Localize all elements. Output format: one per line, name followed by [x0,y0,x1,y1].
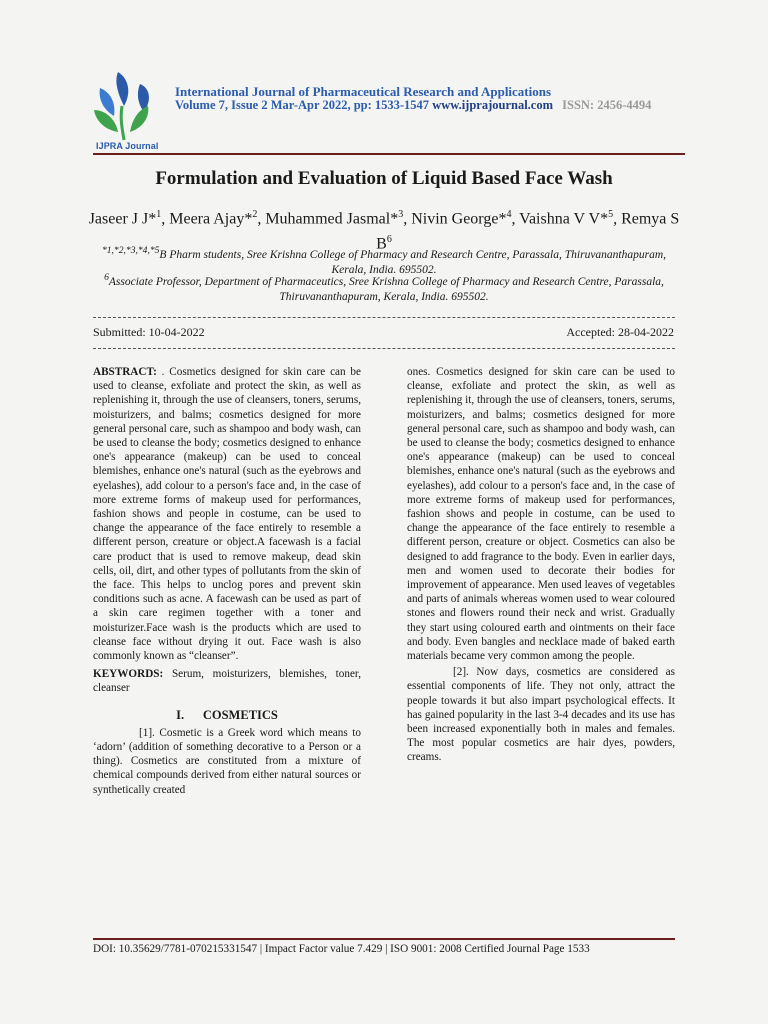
dashed-divider-top [93,317,675,318]
abstract-text: . Cosmetics designed for skin care can be used to cleanse, exfoliate and protect the skin, as well as replenishing it, through the use of cleansers, toners, serums, moisturizers, and balms; cosmetics designed for more general personal care, such as shampoo and body wash, can be used to cleanse the body; cosmetics designed to enhance one's appearance (makeup) can be used to conceal blemishes, enhance one's natural (such as the eyebrows and eyelashes), add colour to a person's face and, in the case of more extreme forms of makeup used for performances, fashion shows and people in costume, can be used to change the appearance of the face entirely to resemble a different person, creature or object.A facewash is a facial care product that is used to remove makeup, dead skin cells, oil, dirt, and other types of pollutants from the skin of the face. This helps to unclog pores and prevent skin conditions such as acne. A facewash can be used as part of a skin care regimen together with a toner and moisturizer.Face wash is the products which are used to cleanse face without drying it out. Face wash is also commonly known as “cleanser”. [93,366,361,663]
volume-info: Volume 7, Issue 2 Mar-Apr 2022, pp: 1533-1547 [175,98,430,112]
journal-volume-line [175,98,651,113]
author-name: Vaishna V V* [519,210,609,228]
journal-url-link[interactable]: www.ijprajournal.com [432,98,554,112]
accepted-date: Accepted: 28-04-2022 [566,325,674,339]
dashed-divider-bottom [93,348,675,349]
section-heading-cosmetics [93,708,361,722]
left-column [93,365,361,797]
section-title: COSMETICS [202,707,278,722]
author-name: Meera Ajay* [169,210,253,228]
paragraph-1-continued: ones. Cosmetics designed for skin care can be used to cleanse, exfoliate and protect the skin, as well as replenishing it, through the use of cleansers, toners, serums, moisturizers, and balms; cosmetics designed for more general personal care, such as shampoo and body wash, can be used to cleanse the body; cosmetics designed to enhance one's appearance (makeup) can be used to conceal blemishes, enhance one's natural (such as the eyebrows and eyelashes), add colour to a person's face and, in the case of more extreme forms of makeup used for performances, fashion shows and people in costume, can be used to change the appearance of the face entirely to resemble a different person, creature or object. Cosmetics can also be designed to add fragrance to the body. Even in earlier days, men and women used to decorate their bodies for improvement of appearance. Men used leaves of vegetables and parts of animals whereas women used to wear coloured stones and flowers round their neck and wrist. Gradually they start using coloured earth and ointments on their face and body. Even bangles and necklace made of baked earth materials became very common among the people. [407,366,675,663]
affiliation-professor-text: Associate Professor, Department of Pharmaceutics, Sree Krishna College of Pharmacy and Research Centre, Parassala, Thiruvananthapuram, Kerala, India. 695502. [108,275,664,303]
section-number: I. [176,707,185,722]
footer-rule [93,938,675,940]
author-list: Jaseer J J*$^1$, Meera Ajay*$^2$, Muhammed Jasmal*$^3$, Nivin George*$^4$, Vaishna V V*$^5$, Remya S $B^6$ [88,209,680,253]
logo-caption: IJPRA Journal [96,141,159,151]
author-affiliation-mark: 1 [156,209,162,220]
right-column [407,365,675,765]
page-footer: DOI: 10.35629/7781-070215331547 | Impact Factor value 7.429 | ISO 9001: 2008 Certified Journal Page 1533 [93,943,590,955]
paragraph-2: [2]. Now days, cosmetics are considered as essential components of life. They not only, attract the people towards it but also impart psychological effects. It has gained popularity in the last 3-4 decades and its use has been increased exponentially both in males and females. The most popular cosmetics are hair dyes, powders, creams. [407,666,675,764]
affiliation-students-marks: *1,*2,*3,*4,*5 [101,245,160,256]
header-rule [93,153,685,155]
affiliation-professor [88,270,680,305]
abstract-label: ABSTRACT: [93,366,157,378]
author-name: Remya S B [376,210,680,253]
keywords-label: KEYWORDS: [93,668,164,681]
paper-title: Formulation and Evaluation of Liquid Based Face Wash [155,168,613,189]
journal-name: International Journal of Pharmaceutical Research and Applications [175,84,552,99]
paragraph-1: [1]. Cosmetic is a Greek word which means to ‘adorn’ (addition of something decorative to a Person or a thing). Cosmetics are constituted from a mixture of chemical compounds derived from either natural sources or synthetically created [93,726,361,796]
issn: ISSN: 2456-4494 [562,98,652,112]
affiliation-students-text: B Pharm students, Sree Krishna College of Pharmacy and Research Centre, Parassala, Thiruvananthapuram, Kerala, India. 695502. [159,248,667,276]
keywords [93,667,361,695]
author-affiliation-mark: 6 [386,234,392,246]
submitted-date: Submitted: 10-04-2022 [93,325,205,339]
author-name: Jaseer J J* [88,210,157,228]
keywords-text: Serum, moisturizers, blemishes, toner, cleanser [93,668,361,695]
author-affiliation-mark: 2 [252,209,258,220]
author-name: Nivin George* [411,210,507,228]
abstract [93,365,361,663]
affiliation-professor-mark: 6 [104,272,109,283]
author-affiliation-mark: 4 [506,209,512,220]
author-name: Muhammed Jasmal* [265,210,399,228]
author-affiliation-mark: 5 [608,209,614,220]
author-affiliation-mark: 3 [398,209,404,220]
